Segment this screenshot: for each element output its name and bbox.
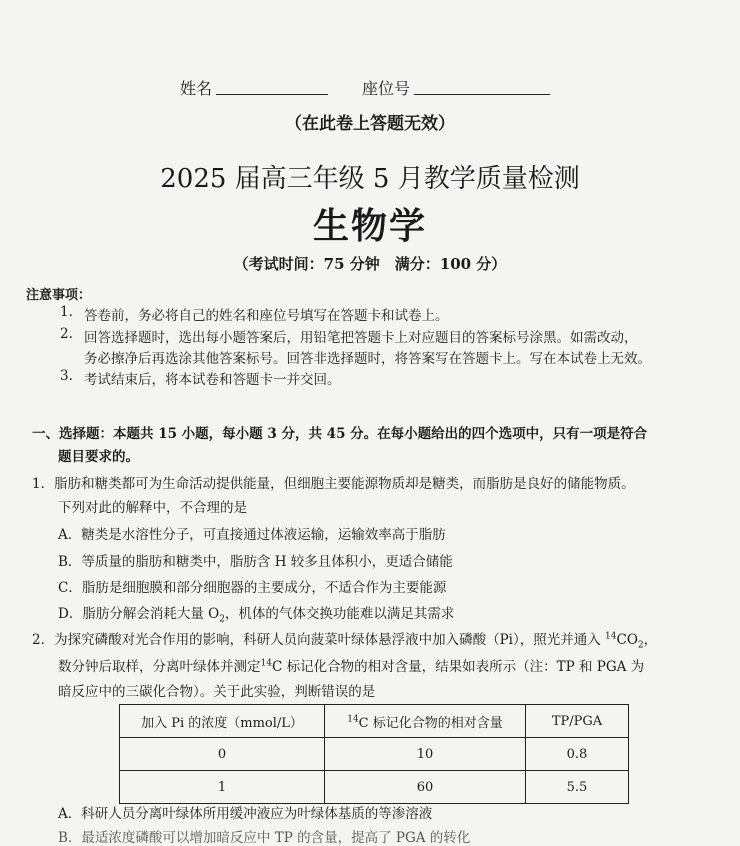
table-header-row	[120, 705, 629, 738]
table-header-cell: 加入 Pi 的浓度（mmol/L）	[120, 705, 325, 738]
table-header-cell	[325, 705, 526, 738]
results-table	[119, 704, 629, 804]
name-label: 姓名	[180, 79, 213, 98]
note-text: 务必擦净后再选涂其他答案标号。回答非选择题时，将答案写在答题卡上。写在本试卷上无效。	[84, 351, 651, 367]
question-2-option-b-cut-off	[58, 826, 478, 846]
co2-text: CO	[616, 632, 638, 648]
note-text: 考试结束后，将本试卷和答题卡一并交回。	[84, 372, 341, 388]
table-cell: 5.5	[526, 771, 629, 804]
header-text: C 标记化合物的相对含量	[358, 715, 503, 731]
note-text: 答卷前，务必将自己的姓名和座位号填写在答题卡和试卷上。	[84, 308, 449, 324]
question-1-stem: 1．脂肪和糖类都可为生命活动提供能量，但细胞主要能源物质却是糖类，而脂肪是良好的储能物质。	[32, 476, 635, 492]
stem-text: 2．为探究磷酸对光合作用的影响，科研人员向菠菜叶绿体悬浮液中加入磷酸（Pi），照光并通入	[32, 632, 601, 648]
option-d-text-end: ，机体的气体交换功能难以满足其需求	[224, 606, 455, 622]
superscript: 14	[260, 658, 272, 669]
stem-text: 数分钟后取样，分离叶绿体并测定	[58, 659, 261, 675]
seat-number-blank	[414, 94, 550, 95]
name-blank	[216, 94, 328, 95]
cut-text: B．最适浓度磷酸可以增加暗反应中 TP 的含量，提高了 PGA 的转化	[58, 830, 471, 846]
superscript: 14	[347, 714, 359, 725]
question-1-option-c: C．脂肪是细胞膜和部分细胞器的主要成分，不适合作为主要能源	[58, 580, 447, 596]
seat-number-label: 座位号	[362, 79, 411, 98]
subject-title: 生物学	[312, 205, 427, 247]
notes-title: 注意事项：	[26, 288, 92, 303]
option-d-text: D．脂肪分解会消耗大量 O	[58, 606, 220, 622]
question-2-stem: 2．为探究磷酸对光合作用的影响，科研人员向菠菜叶绿体悬浮液中加入磷酸（Pi），照光并通入 $^{14}CO_2$，	[32, 631, 658, 651]
superscript: 14	[605, 631, 617, 642]
note-number: 1.	[60, 304, 73, 320]
note-number: 2.	[60, 326, 73, 342]
section-heading: 一、选择题：本题共 15 小题，每小题 3 分，共 45 分。在每小题给出的四个选项中，只有一项是符合	[32, 426, 648, 442]
table-row	[120, 771, 629, 804]
stem-text: C 标记化合物的相对含量，结果如表所示（注：TP 和 PGA 为	[271, 659, 645, 675]
exam-title: 2025 届高三年级 5 月教学质量检测	[160, 164, 580, 194]
subscript: 2	[219, 614, 225, 625]
question-1-option-b: B．等质量的脂肪和糖类中，脂肪含 H 较多且体积小，更适合储能	[58, 554, 453, 570]
question-2-stem-continued	[58, 655, 644, 675]
question-2-option-a: A．科研人员分离叶绿体所用缓冲液应为叶绿体基质的等渗溶液	[58, 806, 433, 822]
note-text: 回答选择题时，选出每小题答案后，用铅笔把答题卡上对应题目的答案标号涂黑。如需改动，	[84, 330, 638, 346]
table-row	[120, 738, 629, 771]
table-cell: 60	[325, 771, 526, 804]
invalid-answer-notice: （在此卷上答题无效）	[285, 114, 455, 134]
question-2-stem-continued: 暗反应中的三碳化合物）。关于此实验，判断错误的是	[58, 684, 376, 700]
note-number: 3.	[60, 368, 73, 384]
table-cell: 0.8	[526, 738, 629, 771]
exam-info: （考试时间：75 分钟 满分：100 分）	[233, 255, 507, 273]
question-1-stem-continued: 下列对此的解释中，不合理的是	[58, 500, 247, 516]
table-cell: 10	[325, 738, 526, 771]
section-heading-continued: 题目要求的。	[58, 449, 139, 465]
table-header-cell: TP/PGA	[526, 705, 629, 738]
table-cell: 1	[120, 771, 325, 804]
question-1-option-a: A．糖类是水溶性分子，可直接通过体液运输，运输效率高于脂肪	[58, 527, 446, 543]
table-cell: 0	[120, 738, 325, 771]
question-1-option-d	[58, 602, 454, 625]
subscript: 2	[637, 640, 644, 651]
